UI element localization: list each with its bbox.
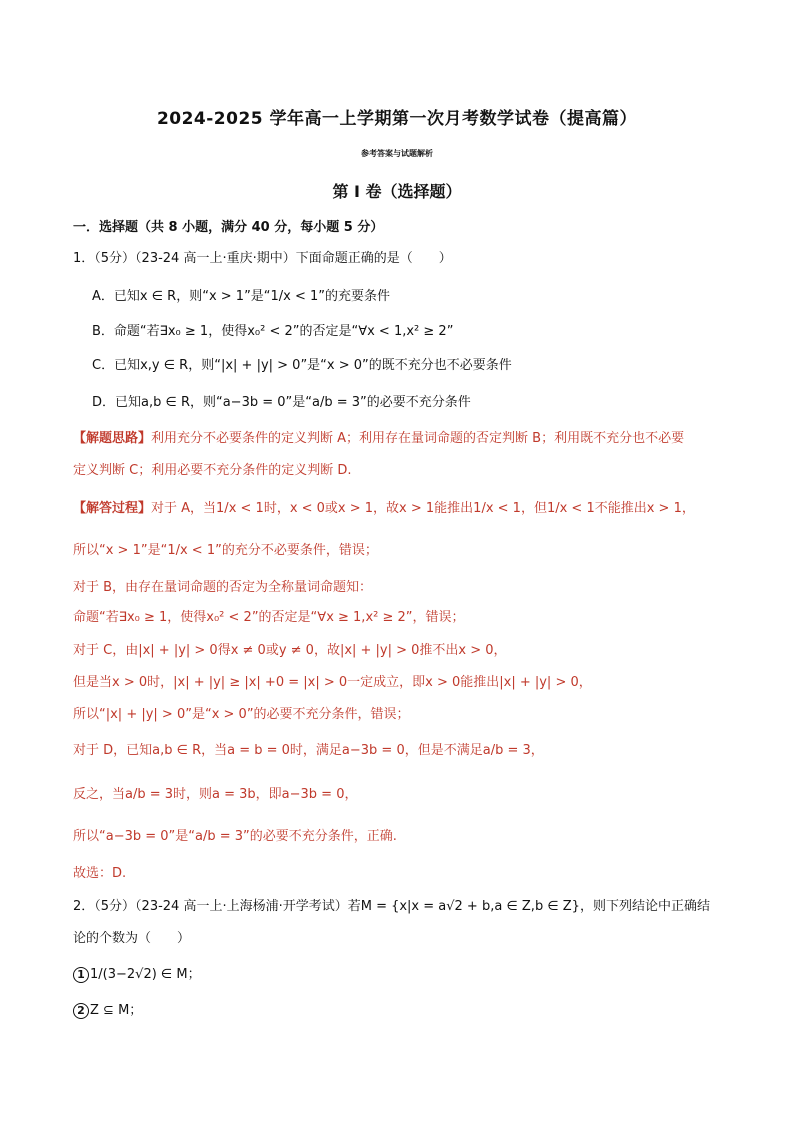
q1-process-line-4: 命题“若∃x₀ ≥ 1，使得x₀² < 2”的否定是“∀x ≥ 1,x² ≥ 2”，错误； bbox=[73, 610, 465, 625]
q1-process-line-5: 对于 C，由|x| + |y| > 0得x ≠ 0或y ≠ 0，故|x| + |y| > 0推不出x > 0， bbox=[73, 643, 507, 658]
item-1-marker: 1 bbox=[73, 967, 89, 983]
section-heading: 一．选择题（共 8 小题，满分 40 分，每小题 5 分） bbox=[73, 220, 384, 235]
page-subtitle: 参考答案与试题解析 bbox=[361, 149, 433, 158]
q2-item-2 bbox=[73, 1002, 142, 1020]
q2-item-1 bbox=[73, 966, 201, 984]
q1-idea-line-1 bbox=[73, 430, 684, 448]
process-tag: 【解答过程】 bbox=[73, 501, 152, 516]
q1-process-line-7: 所以“|x| + |y| > 0”是“x > 0”的必要不充分条件，错误； bbox=[73, 707, 410, 722]
q1-process-line-9: 反之，当a/b = 3时，则a = 3b，即a−3b = 0， bbox=[73, 787, 358, 802]
q1-option-b: B．命题“若∃x₀ ≥ 1，使得x₀² < 2”的否定是“∀x < 1,x² ≥ 2” bbox=[92, 324, 454, 339]
idea-tag: 【解题思路】 bbox=[73, 431, 152, 446]
item-1-text: 1/(3−2√2) ∈ M； bbox=[90, 967, 201, 982]
q2-stem-line-1: 2．（5分）（23-24 高一上·上海杨浦·开学考试）若M = {x|x = a√2 + b,a ∈ Z,b ∈ Z}，则下列结论中正确结 bbox=[73, 899, 710, 914]
idea-text-1: 利用充分不必要条件的定义判断 A；利用存在量词命题的否定判断 B；利用既不充分也不必要 bbox=[151, 431, 685, 446]
q1-process-line-6: 但是当x > 0时，|x| + |y| ≥ |x| +0 = |x| > 0一定成立，即x > 0能推出|x| + |y| > 0， bbox=[73, 675, 592, 690]
q1-option-d: D．已知a,b ∈ R，则“a−3b = 0”是“a/b = 3”的必要不充分条件 bbox=[92, 395, 471, 410]
q1-process-line-3: 对于 B，由存在量词命题的否定为全称量词命题知： bbox=[73, 580, 373, 595]
part-heading: 第 I 卷（选择题） bbox=[332, 182, 462, 201]
item-2-marker: 2 bbox=[73, 1003, 89, 1019]
q2-stem-line-2: 论的个数为（ ） bbox=[73, 931, 191, 946]
item-2-text: Z ⊆ M； bbox=[90, 1003, 143, 1018]
q1-process-line-10: 所以“a−3b = 0”是“a/b = 3”的必要不充分条件，正确. bbox=[73, 829, 397, 844]
q1-process-line-8: 对于 D，已知a,b ∈ R，当a = b = 0时，满足a−3b = 0，但是不满足a/b = 3， bbox=[73, 743, 544, 758]
page-title: 2024-2025 学年高一上学期第一次月考数学试卷（提高篇） bbox=[156, 109, 638, 129]
process-text-1: 对于 A，当1/x < 1时，x < 0或x > 1，故x > 1能推出1/x < 1，但1/x < 1不能推出x > 1， bbox=[151, 501, 695, 516]
q1-option-c: C．已知x,y ∈ R，则“|x| + |y| > 0”是“x > 0”的既不充分也不必要条件 bbox=[92, 358, 512, 373]
q1-process-line-2: 所以“x > 1”是“1/x < 1”的充分不必要条件，错误； bbox=[73, 543, 378, 558]
q1-answer: 故选：D. bbox=[73, 866, 127, 881]
q1-stem: 1．（5分）（23-24 高一上·重庆·期中）下面命题正确的是（ ） bbox=[73, 251, 452, 266]
q1-option-a: A．已知x ∈ R，则“x > 1”是“1/x < 1”的充要条件 bbox=[92, 289, 391, 304]
q1-process-line-1 bbox=[73, 500, 695, 518]
q1-idea-line-2: 定义判断 C；利用必要不充分条件的定义判断 D. bbox=[73, 463, 352, 478]
